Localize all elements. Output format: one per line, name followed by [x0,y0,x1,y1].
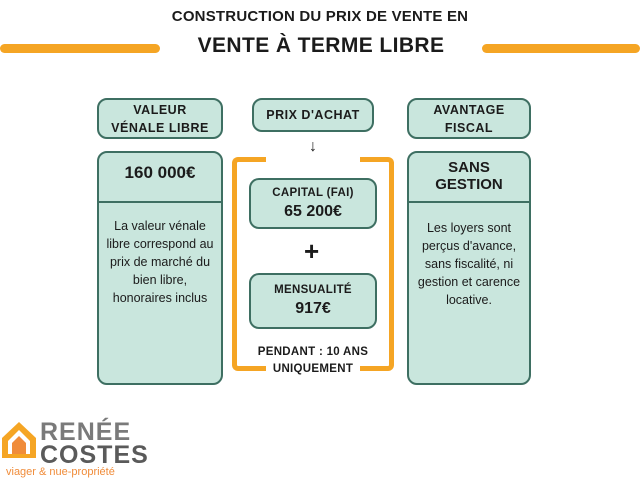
mensualite-box [249,273,377,329]
accent-bar-right [482,44,640,53]
left-description: La valeur vénale libre correspond au prix de marché du bien libre, honoraires inclus [106,219,214,305]
center-header-box [252,98,374,132]
logo-line-1: RENÉE [40,418,132,446]
left-header-box [97,98,223,139]
title-line-1: CONSTRUCTION DU PRIX DE VENTE EN [171,8,469,25]
duration-text: PENDANT : 10 ANS UNIQUEMENT [257,346,369,375]
right-divider [409,201,529,203]
right-column-box [407,151,531,385]
accent-bar-left [0,44,160,53]
arrow-down-icon: ↓ [309,138,317,155]
capital-box [249,178,377,229]
left-header: VALEUR VÉNALE LIBRE [111,102,209,135]
title-line-2: VENTE À TERME LIBRE [197,34,445,57]
right-header: AVANTAGE FISCAL [433,102,505,135]
house-logo-icon [0,420,38,460]
logo-line-2: COSTES [40,441,149,469]
left-column-box [97,151,223,385]
mensualite-label: MENSUALITÉ [274,284,352,296]
logo-tagline: viager & nue-propriété [6,466,115,478]
capital-value: 65 200€ [284,202,342,220]
left-value: 160 000€ [124,163,196,182]
plus-sign: + [304,236,320,266]
capital-label: CAPITAL (FAI) [272,186,354,199]
right-header-box [407,98,531,139]
mensualite-value: 917€ [295,300,331,317]
right-value: SANS GESTION [435,159,503,193]
renee-costes-logo [0,416,170,480]
left-divider [99,201,221,203]
right-description: Les loyers sont perçus d'avance, sans fiscalité, ni gestion et carence locative. [417,221,521,307]
center-header: PRIX D'ACHAT [266,108,360,122]
